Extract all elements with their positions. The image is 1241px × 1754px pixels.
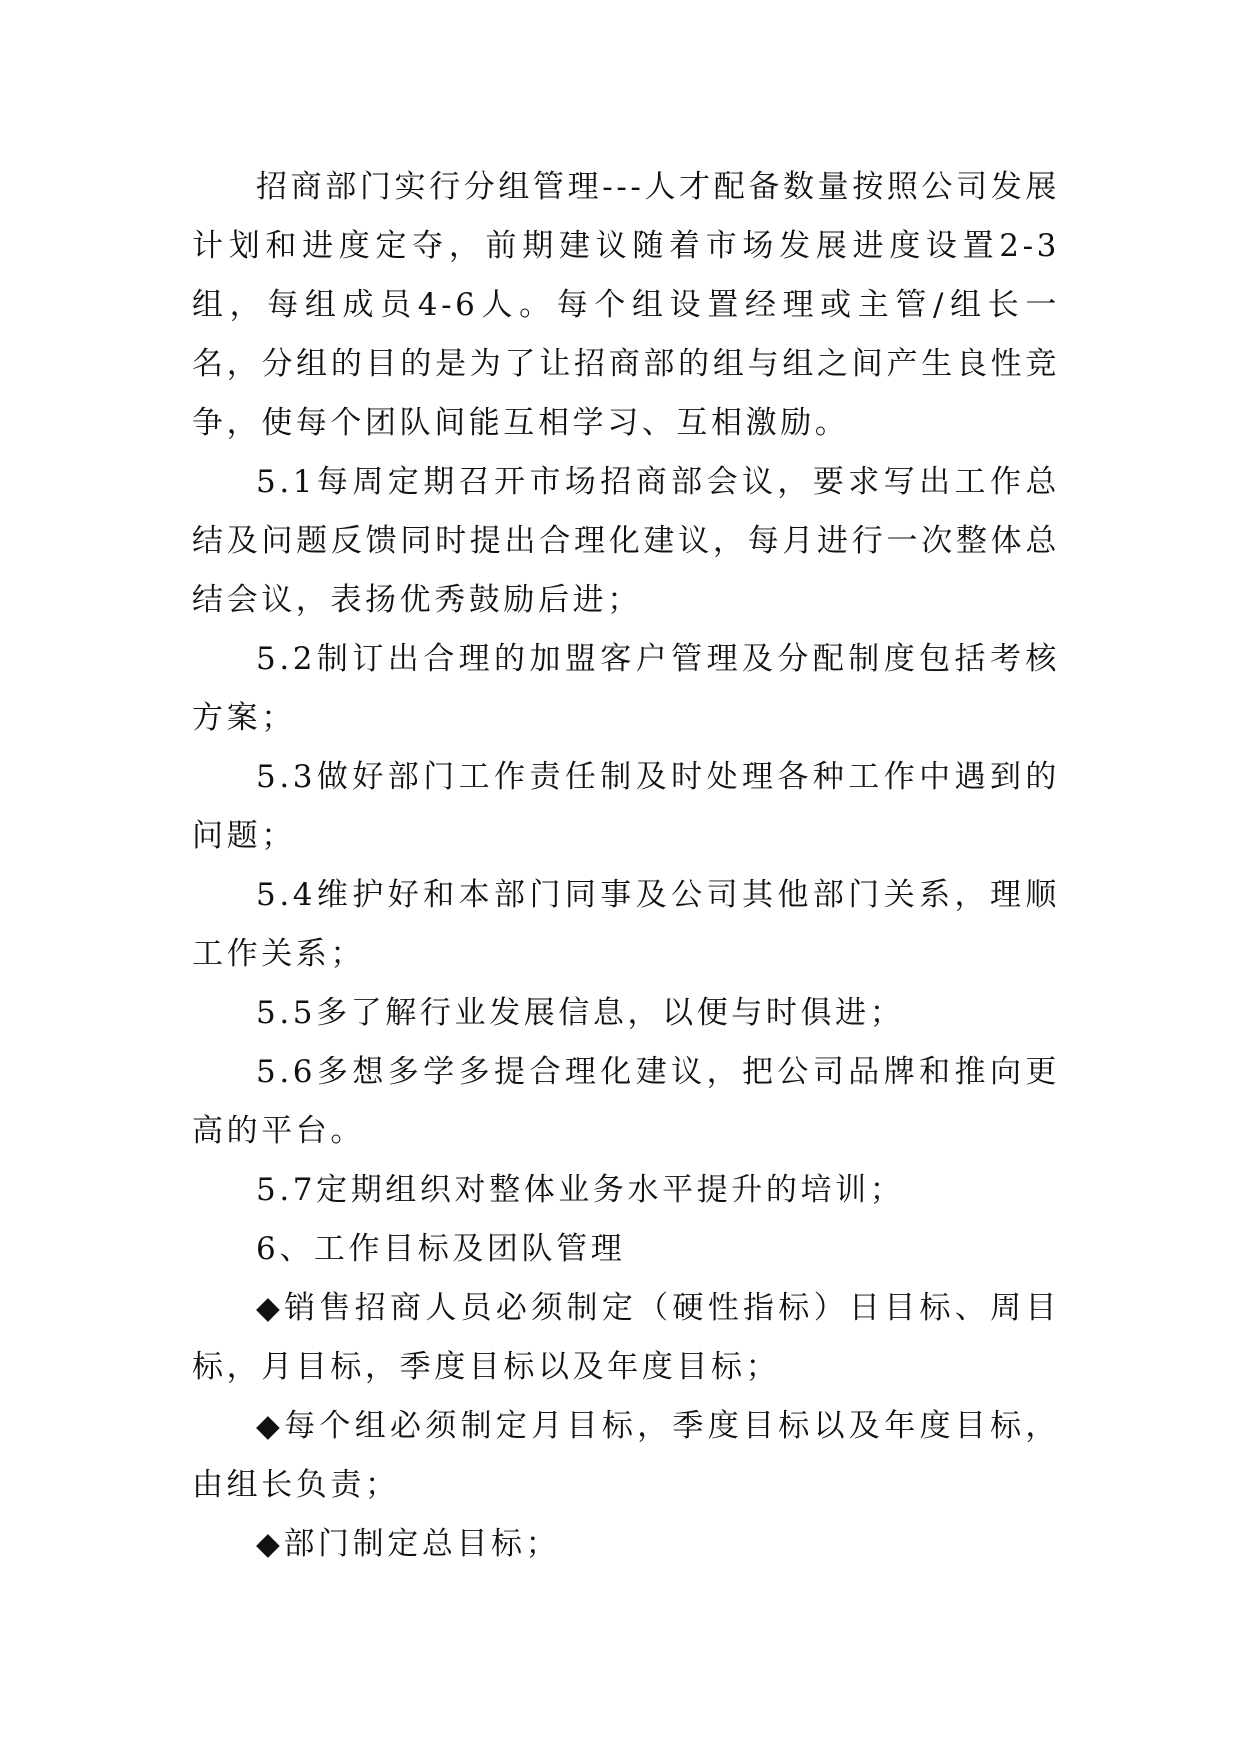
paragraph-5-6: 5.6多想多学多提合理化建议，把公司品牌和推向更高的平台。	[192, 1054, 1060, 1149]
bullet-item-group-targets: ◆每个组必须制定月目标，季度目标以及年度目标，由组长负责；	[192, 1408, 1060, 1503]
paragraph-5-1: 5.1每周定期召开市场招商部会议，要求写出工作总结及问题反馈同时提出合理化建议，每月进行一次整体总结会议，表扬优秀鼓励后进；	[192, 464, 1060, 618]
paragraph-5-2: 5.2制订出合理的加盟客户管理及分配制度包括考核方案；	[192, 641, 1060, 736]
paragraph-5-5: 5.5多了解行业发展信息，以便与时俱进；	[256, 995, 905, 1031]
paragraph-5-4: 5.4维护好和本部门同事及公司其他部门关系，理顺工作关系；	[192, 877, 1060, 972]
section-heading-6: 6、工作目标及团队管理	[256, 1231, 626, 1267]
document-body	[192, 158, 1060, 1574]
bullet-item-sales-targets: ◆销售招商人员必须制定（硬性指标）日目标、周目标，月目标，季度目标以及年度目标；	[192, 1290, 1060, 1385]
paragraph-group-management: 招商部门实行分组管理---人才配备数量按照公司发展计划和进度定夺，前期建议随着市场发展进度设置2-3组，每组成员4-6人。每个组设置经理或主管/组长一名，分组的目的是为了让招商部的组与组之间产生良性竞争，使每个团队间能互相学习、互相激励。	[192, 169, 1060, 441]
bullet-item-department-target: ◆部门制定总目标；	[256, 1526, 561, 1562]
paragraph-5-7: 5.7定期组织对整体业务水平提升的培训；	[256, 1172, 905, 1208]
paragraph-5-3: 5.3做好部门工作责任制及时处理各种工作中遇到的问题；	[192, 759, 1060, 854]
